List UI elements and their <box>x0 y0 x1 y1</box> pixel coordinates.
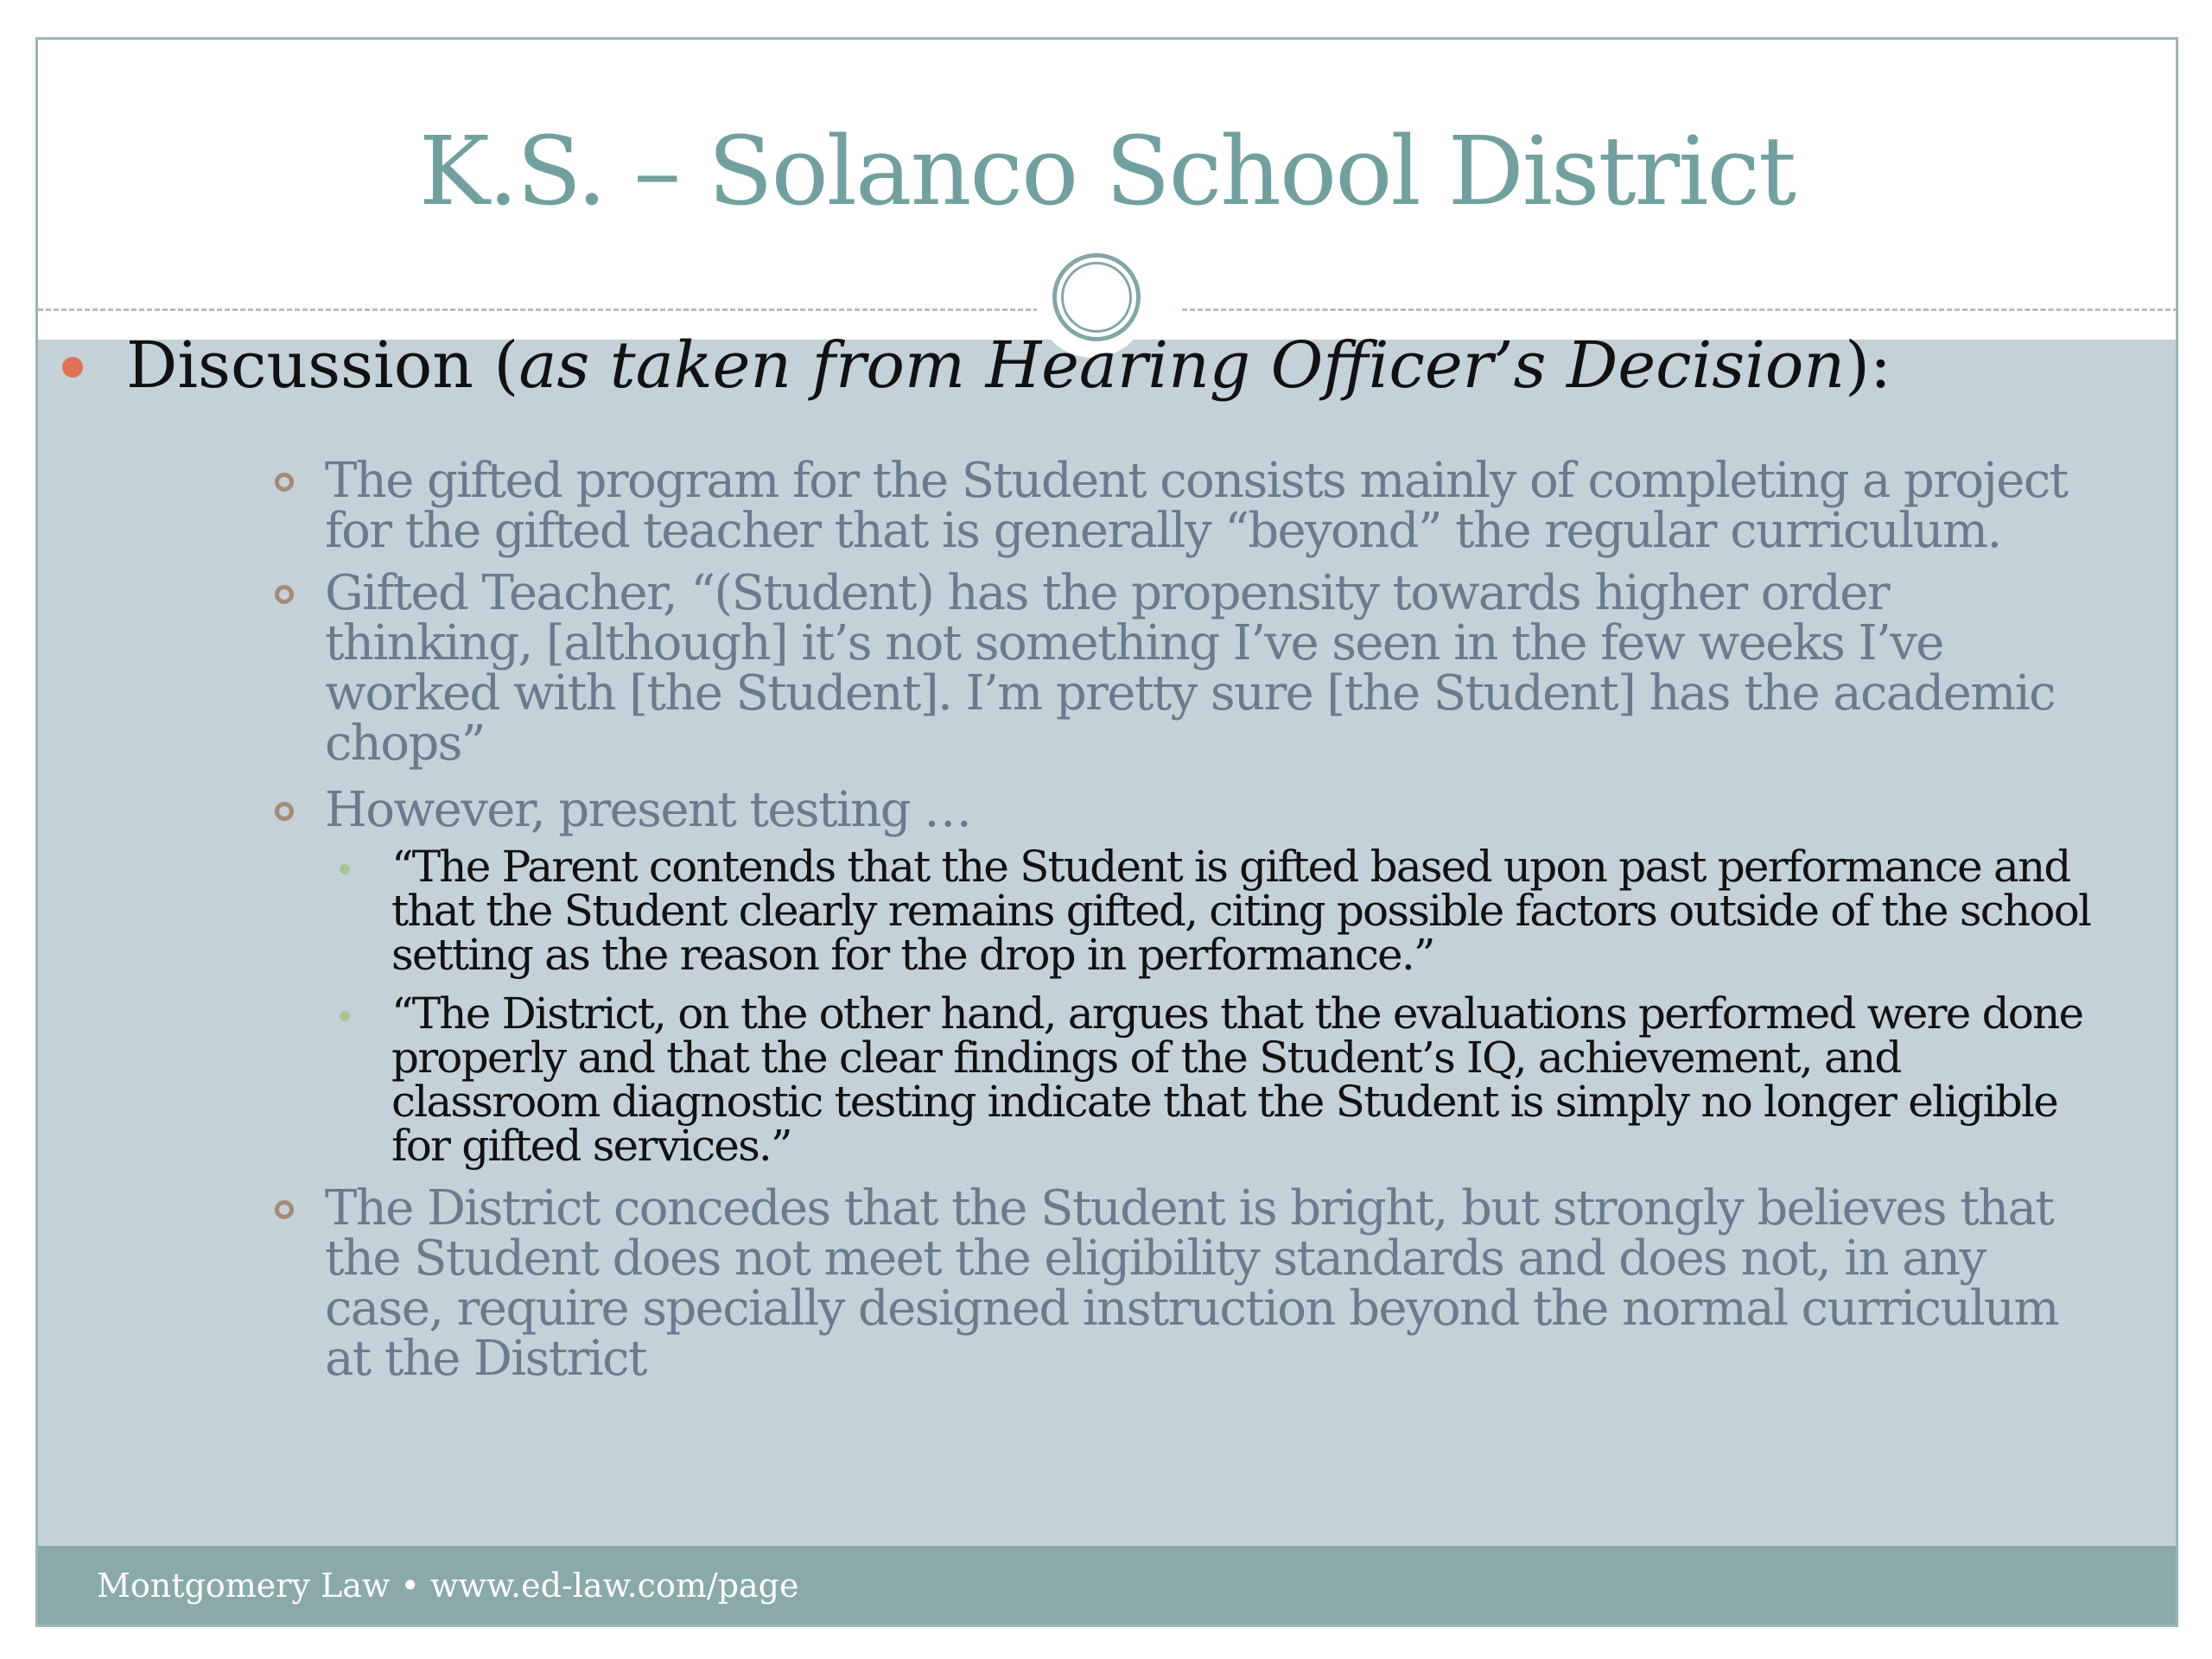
point-district-concedes <box>325 1180 2122 1387</box>
point-gifted-program <box>325 453 2122 559</box>
subpoint-line: for gifted services.” <box>391 1121 791 1171</box>
title-divider-left <box>38 308 1039 311</box>
discussion-heading-end: ): <box>1845 328 1891 403</box>
point-line: at the District <box>325 1331 646 1387</box>
level2-bullet-icon <box>275 1200 294 1219</box>
level2-bullet-icon <box>275 585 294 604</box>
point-gifted-teacher <box>325 565 2122 772</box>
subpoint-line: “The Parent contends that the Student is gifted based upon past performance and <box>391 842 2070 892</box>
level1-bullet-icon <box>62 357 83 378</box>
discussion-heading-start: Discussion ( <box>126 328 519 403</box>
subpoint-line: “The District, on the other hand, argues that the evaluations performed were done <box>391 988 2083 1039</box>
point-line: chops” <box>325 715 485 772</box>
point-line: However, present testing … <box>325 782 971 838</box>
subpoint-parent-contends <box>391 842 2120 980</box>
level2-bullet-icon <box>275 802 294 821</box>
point-present-testing <box>325 782 2122 838</box>
circle-ornament-inner-ring <box>1061 262 1132 333</box>
discussion-heading-italic: as taken from Hearing Officer’s Decision <box>518 328 1846 403</box>
subpoint-line: that the Student clearly remains gifted, citing possible factors outside of the school <box>391 886 2091 936</box>
level3-bullet-icon <box>340 864 350 874</box>
subpoint-line: properly and that the clear findings of the Student’s IQ, achievement, and <box>391 1033 1901 1083</box>
discussion-heading <box>126 328 2070 403</box>
point-line: The District concedes that the Student is bright, but strongly believes that <box>325 1180 2054 1236</box>
level2-bullet-icon <box>275 473 294 492</box>
subpoint-line: classroom diagnostic testing indicate that the Student is simply no longer eligible <box>391 1077 2057 1127</box>
footer-text: Montgomery Law • www.ed-law.com/page <box>97 1567 799 1605</box>
point-line: Gifted Teacher, “(Student) has the propensity towards higher order <box>325 565 1890 621</box>
point-line: case, require specially designed instruction beyond the normal curriculum <box>325 1281 2058 1337</box>
point-line: thinking, [although] it’s not something I’ve seen in the few weeks I’ve <box>325 615 1943 671</box>
subpoint-district-argues <box>391 988 2120 1171</box>
level3-bullet-icon <box>340 1011 350 1021</box>
point-line: for the gifted teacher that is generally “beyond” the regular curriculum. <box>325 503 2001 559</box>
point-line: the Student does not meet the eligibility standards and does not, in any <box>325 1230 1986 1287</box>
title-divider-right <box>1182 308 2178 311</box>
point-line: The gifted program for the Student consists mainly of completing a project <box>325 453 2068 509</box>
slide-title: K.S. – Solanco School District <box>418 116 1796 226</box>
subpoint-line: setting as the reason for the drop in performance.” <box>391 930 1434 980</box>
point-line: worked with [the Student]. I’m pretty sure [the Student] has the academic <box>325 665 2055 721</box>
footer-bar <box>38 1546 2176 1624</box>
